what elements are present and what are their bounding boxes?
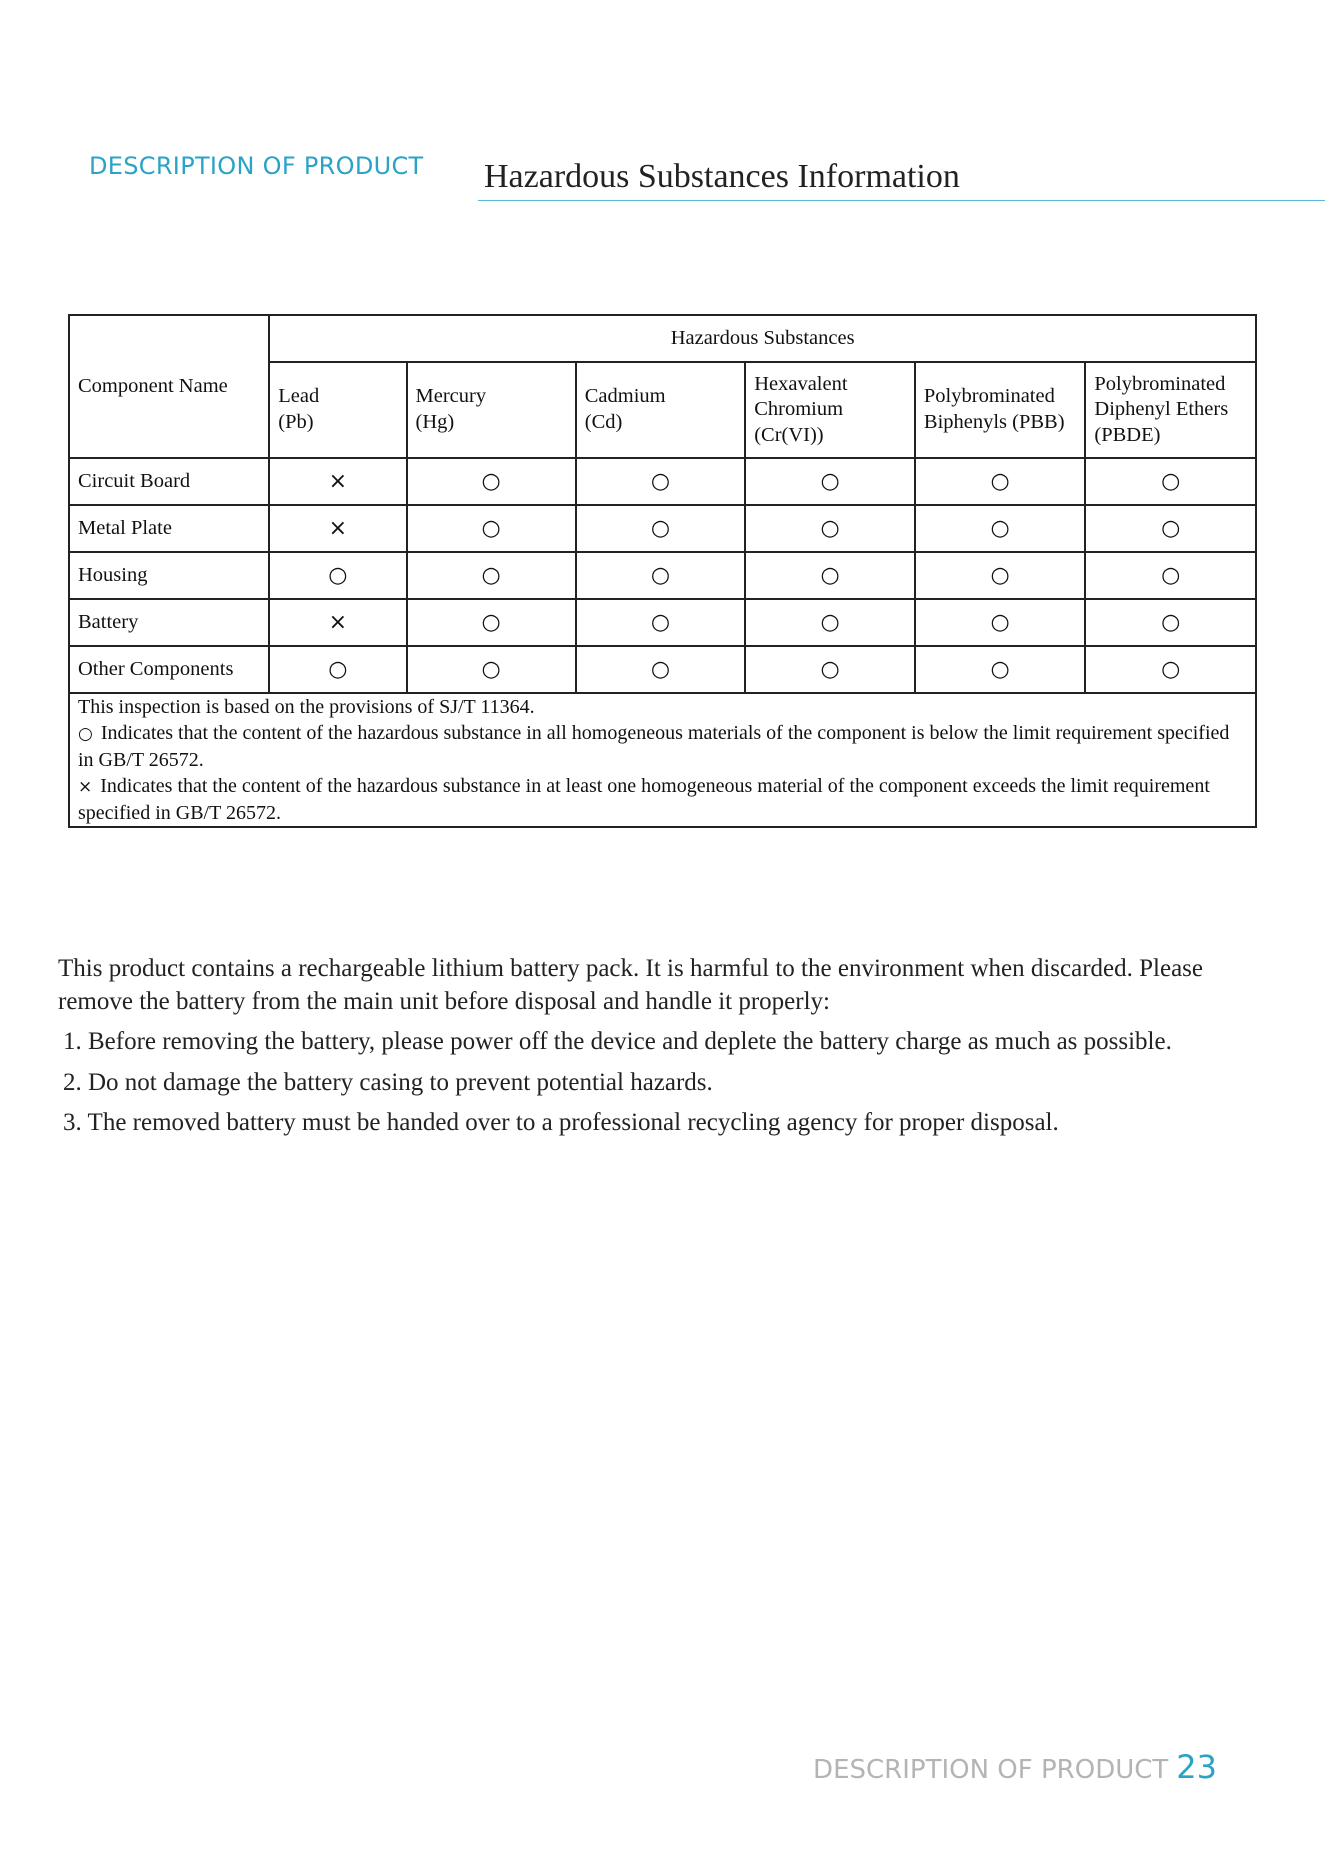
mark-cell: ○ [745,646,915,693]
mark-cell: ○ [915,552,1086,599]
footer-section-label: DESCRIPTION OF PRODUCT [813,1755,1169,1785]
mark-cell: ○ [407,458,576,505]
mark-cell: ○ [576,646,745,693]
mark-cell: ○ [407,646,576,693]
component-name-cell: Metal Plate [69,505,269,552]
component-name-cell: Other Components [69,646,269,693]
mark-cell: ○ [269,646,406,693]
substance-header-pbde: Polybrominated Diphenyl Ethers (PBDE) [1085,362,1256,458]
mark-cell: ○ [915,599,1086,646]
table-row [69,599,1256,646]
substance-header-cadmium: Cadmium (Cd) [576,362,745,458]
mark-cell: × [269,505,406,552]
table-notes-row [69,693,1256,827]
substance-header-pbb: Polybrominated Biphenyls (PBB) [915,362,1086,458]
substance-header-lead: Lead (Pb) [269,362,406,458]
mark-cell: ○ [915,458,1086,505]
hazardous-substances-header: Hazardous Substances [269,315,1256,362]
disposal-steps-list [58,1026,1278,1140]
table-notes [69,693,1256,827]
mark-cell: ○ [745,505,915,552]
mark-cell: ○ [576,599,745,646]
mark-cell: ○ [1085,458,1256,505]
circle-symbol-icon: ○ [78,724,93,745]
mark-cell: ○ [407,505,576,552]
list-item: 3. The removed battery must be handed over to a professional recycling agency for proper disposal. [63,1109,1059,1136]
table-header-row [69,315,1256,362]
table-row [69,505,1256,552]
table-row [69,458,1256,505]
mark-cell: ○ [576,458,745,505]
list-item: 2. Do not damage the battery casing to prevent potential hazards. [63,1068,713,1096]
component-name-cell: Circuit Board [69,458,269,505]
battery-disposal-section [58,953,1278,1148]
mark-cell: ○ [1085,552,1256,599]
page-number: 23 [1176,1748,1217,1786]
mark-cell: × [269,458,406,505]
mark-cell: ○ [1085,599,1256,646]
mark-cell: ○ [576,552,745,599]
component-name-cell: Battery [69,599,269,646]
component-name-header: Component Name [69,315,269,458]
table-row [69,646,1256,693]
mark-cell: × [269,599,406,646]
hazardous-substances-table [68,314,1257,828]
mark-cell: ○ [1085,505,1256,552]
mark-cell: ○ [745,552,915,599]
component-name-cell: Housing [69,552,269,599]
mark-cell: ○ [745,458,915,505]
cross-symbol-icon: × [78,777,93,798]
inspection-basis-note: This inspection is based on the provisions of SJ/T 11364. [78,696,535,718]
mark-cell: ○ [915,505,1086,552]
table-row [69,552,1256,599]
mark-cell: ○ [576,505,745,552]
mark-cell: ○ [269,552,406,599]
mark-cell: ○ [745,599,915,646]
circle-legend-text: Indicates that the content of the hazardous substance in all homogeneous materials of the component is below the limit requirement specified in GB/T 26572. [78,722,1230,771]
page-footer [813,1748,1217,1786]
battery-intro-paragraph: This product contains a rechargeable lithium battery pack. It is harmful to the environment when discarded. Please remove the battery from the main unit before disposal and handle it properly: [58,955,1204,1015]
mark-cell: ○ [915,646,1086,693]
substance-header-mercury: Mercury (Hg) [407,362,576,458]
section-tag: DESCRIPTION OF PRODUCT [89,152,424,180]
mark-cell: ○ [407,599,576,646]
circle-legend-note [78,720,1247,773]
substance-header-chromium: Hexavalent Chromium (Cr(VI)) [745,362,915,458]
title-underline [478,200,1325,201]
page-title: Hazardous Substances Information [484,158,960,195]
mark-cell: ○ [1085,646,1256,693]
list-item: 1. Before removing the battery, please power off the device and deplete the battery charge as much as possible. [63,1028,1172,1055]
cross-legend-note [78,773,1247,826]
cross-legend-text: Indicates that the content of the hazardous substance in at least one homogeneous material of the component exceeds the limit requirement specified in GB/T 26572. [78,775,1210,824]
mark-cell: ○ [407,552,576,599]
